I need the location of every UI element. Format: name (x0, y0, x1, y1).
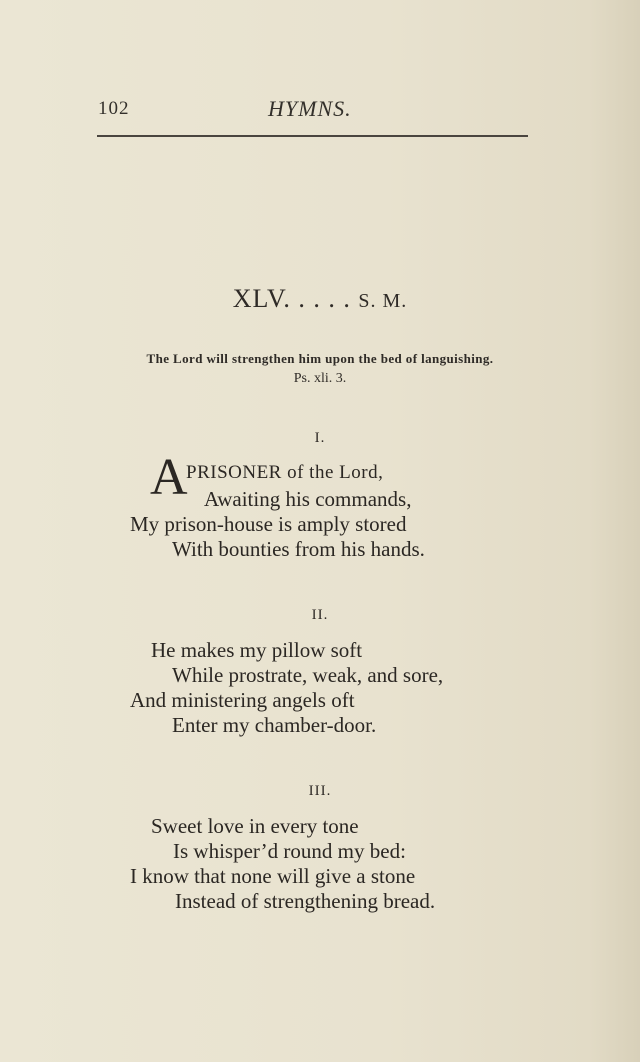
running-title: HYMNS. (268, 96, 352, 121)
verse-line: Sweet love in every tone (151, 814, 359, 838)
verse-line: Awaiting his commands, (204, 487, 412, 511)
epigraph-reference: Ps. xli. 3. (293, 371, 347, 386)
hymn-meter: S. M. (358, 290, 408, 312)
verse-line: With bounties from his hands. (172, 537, 425, 561)
verse-line: He makes my pillow soft (151, 638, 363, 662)
verse-line: Is whisper’d round my bed: (173, 839, 406, 863)
verse-line: PRISONER of the Lord, (186, 462, 384, 483)
drop-cap: A (150, 449, 188, 506)
hymn-heading (0, 284, 640, 314)
epigraph: The Lord will strengthen him upon the bed of languishing. (146, 351, 494, 366)
verse-line: Enter my chamber-door. (172, 713, 377, 737)
verse-line: I know that none will give a stone (130, 864, 416, 888)
page-number: 102 (98, 98, 130, 119)
verse-line: While prostrate, weak, and sore, (172, 663, 444, 687)
hymn-number: XLV. . . . . (232, 284, 351, 313)
verse-line: And ministering angels oft (130, 688, 355, 712)
verse-line: Instead of strengthening bread. (175, 889, 436, 913)
running-head (0, 98, 640, 126)
stanza-number: II. (311, 607, 329, 623)
header-rule (97, 135, 528, 137)
stanza-number: I. (314, 430, 326, 446)
verse-line: My prison-house is amply stored (130, 512, 407, 536)
stanza-number: III. (308, 783, 332, 799)
